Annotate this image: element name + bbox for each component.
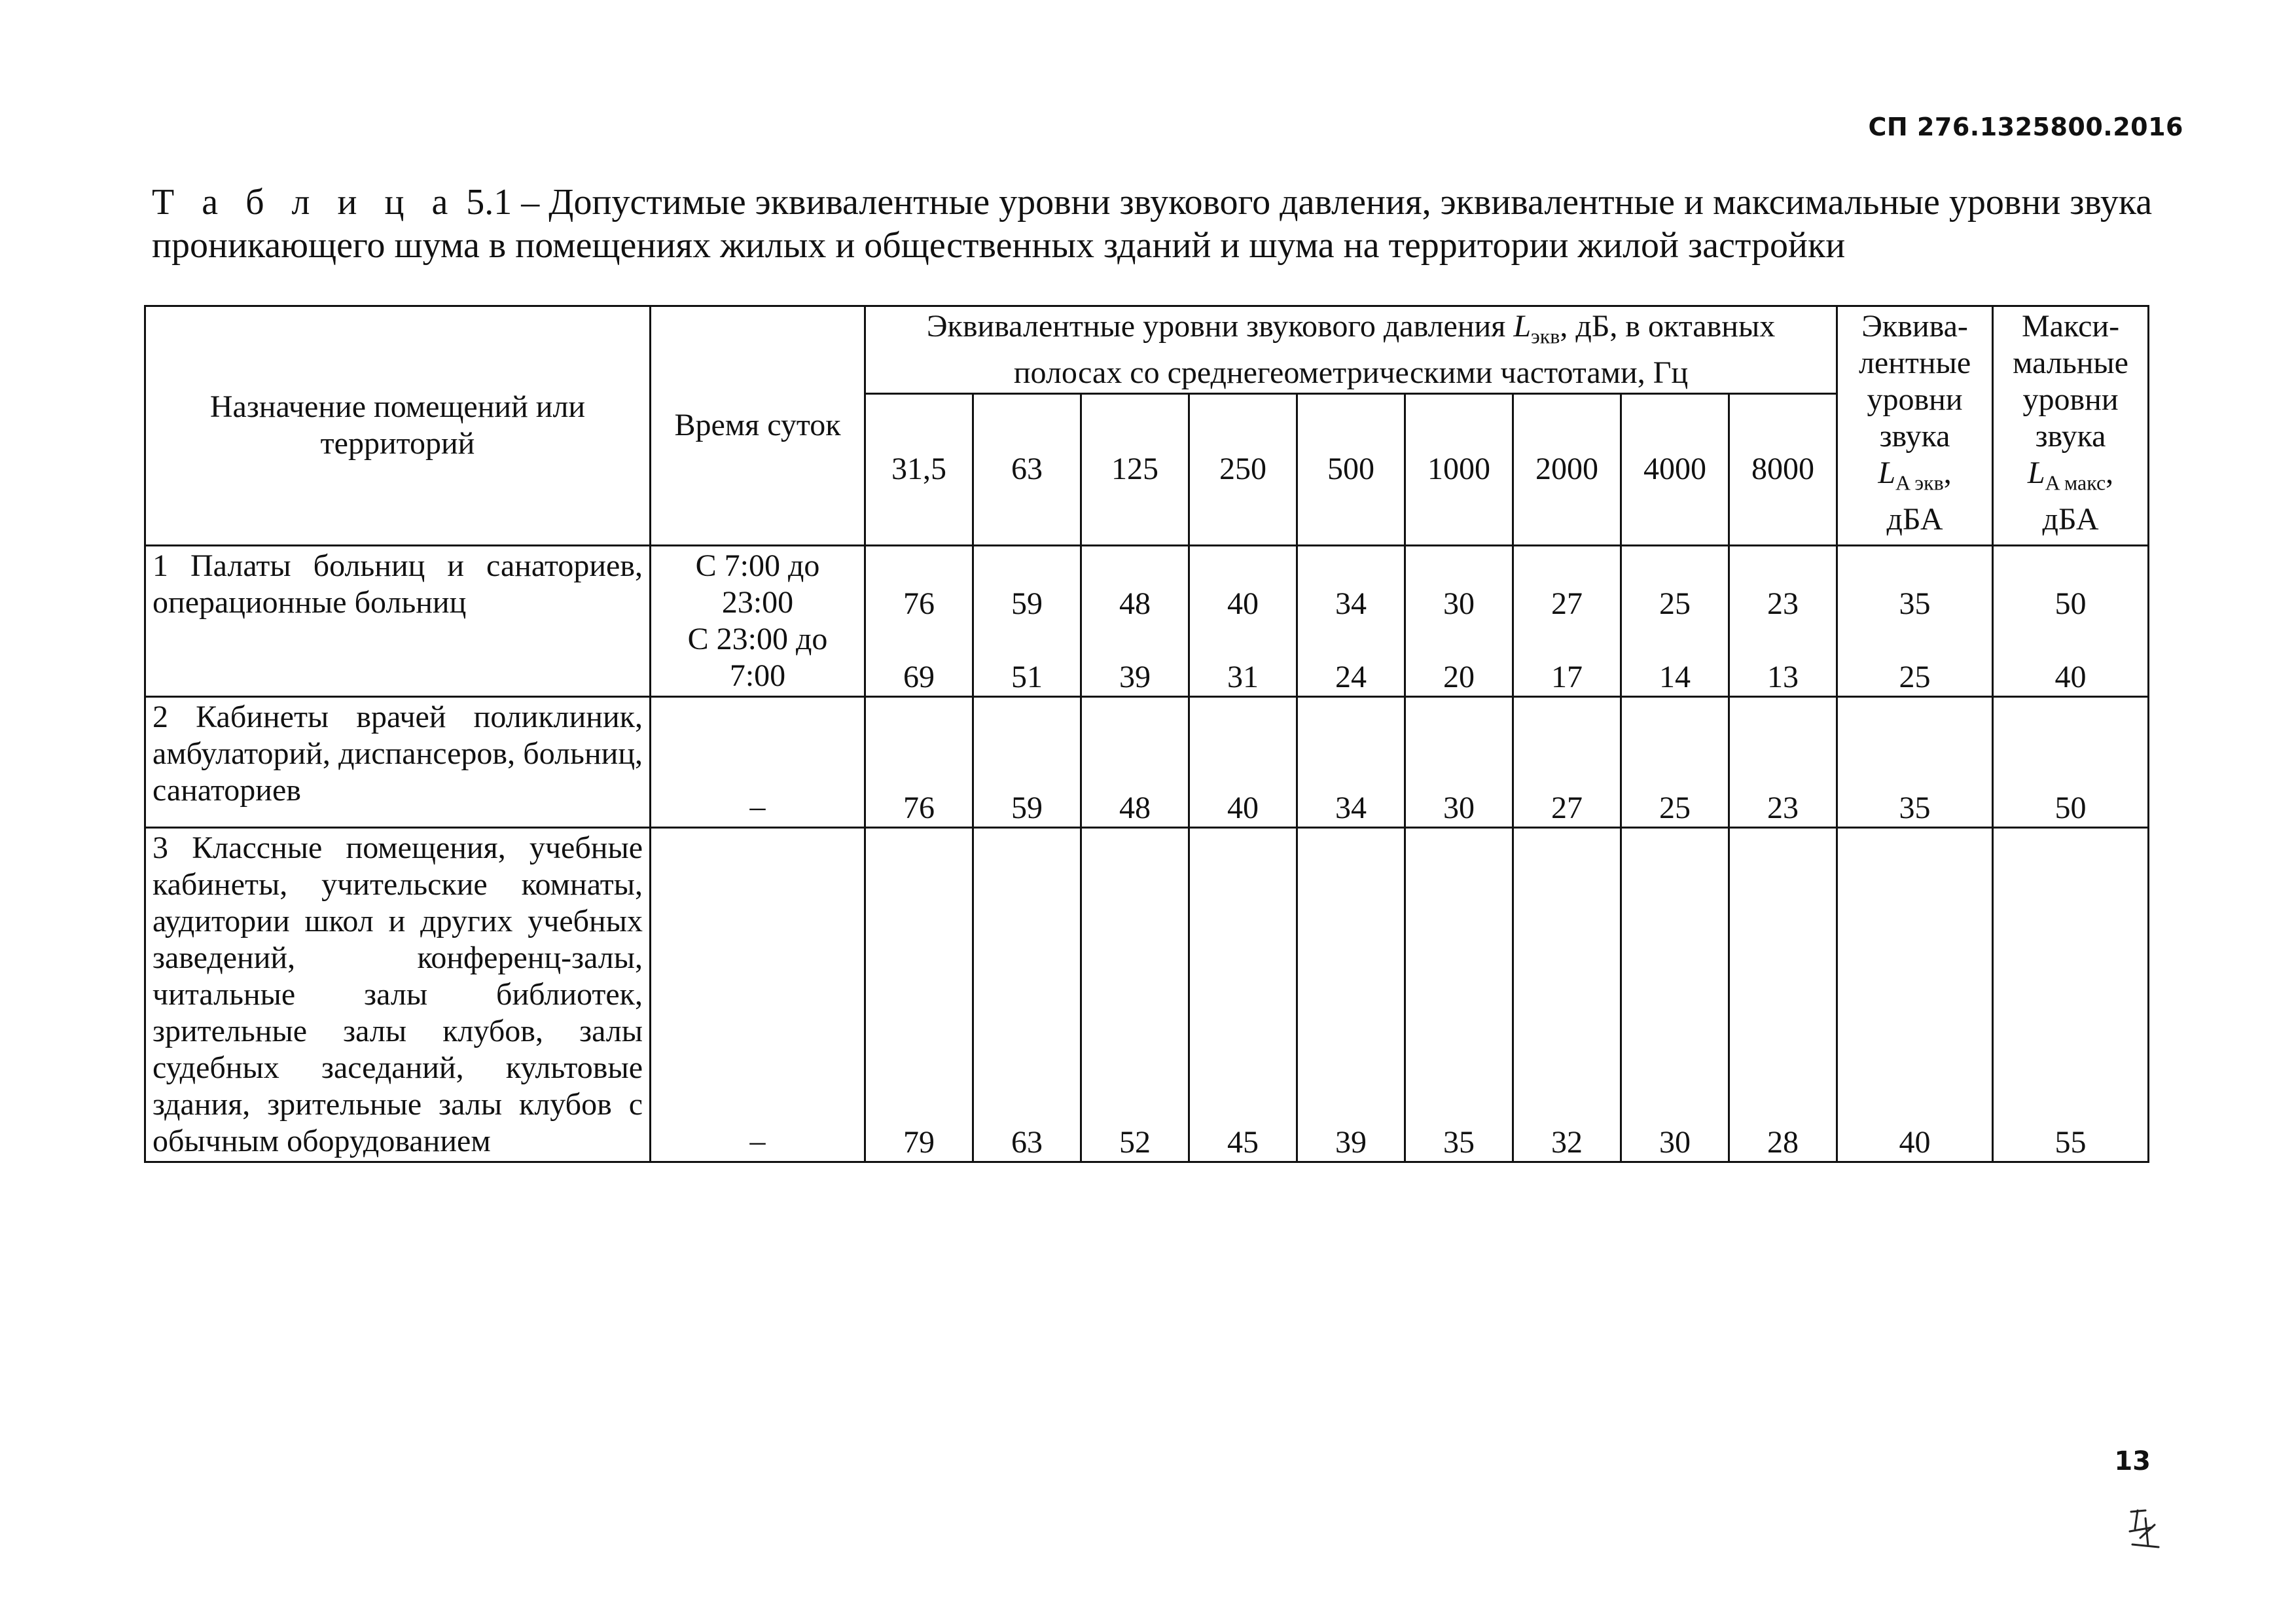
day-value: 30 xyxy=(1443,586,1475,621)
day-value: 50 xyxy=(2054,586,2087,621)
row-time: – xyxy=(651,696,865,827)
value-cell: 48 xyxy=(1081,696,1189,827)
value-cell: 25 xyxy=(1621,696,1729,827)
freq-header: 31,5 xyxy=(865,393,973,545)
value-cell: 32 xyxy=(1513,827,1621,1162)
value-cell: 50 xyxy=(1993,696,2149,827)
day-value: 76 xyxy=(903,586,935,621)
max-title: Макси-мальные уровни звука xyxy=(2013,309,2128,454)
night-value: 69 xyxy=(903,659,935,694)
day-value: 35 xyxy=(1899,586,1931,621)
value-cell xyxy=(1729,545,1837,696)
value-cell xyxy=(1297,545,1405,696)
value-cell xyxy=(1993,545,2149,696)
header-octave xyxy=(865,306,1837,394)
value-cell xyxy=(1513,545,1621,696)
day-value: 23 xyxy=(1767,586,1799,621)
value-cell: 45 xyxy=(1189,827,1297,1162)
value-cell xyxy=(1837,545,1993,696)
value-cell xyxy=(973,545,1081,696)
value-cell: 30 xyxy=(1405,696,1513,827)
page-number: 13 xyxy=(2114,1446,2151,1476)
caption-prefix: Т а б л и ц а xyxy=(152,182,457,223)
value-cell: 27 xyxy=(1513,696,1621,827)
value-cell: 52 xyxy=(1081,827,1189,1162)
header-eq-level: Эквива-лентные уровни звука $L_{A экв}$, дБА xyxy=(1837,306,1993,546)
row-name: 2 Кабинеты врачей поликлиник, амбулаторий, диспансеров, больниц, санаториев xyxy=(145,696,651,827)
day-value: 34 xyxy=(1335,586,1367,621)
row-name: 1 Палаты больниц и санаториев, операционные больниц xyxy=(145,545,651,696)
eq-sub: A экв xyxy=(1895,471,1944,495)
freq-header: 500 xyxy=(1297,393,1405,545)
value-cell: 39 xyxy=(1297,827,1405,1162)
night-value: 17 xyxy=(1551,659,1583,694)
value-cell: 40 xyxy=(1189,696,1297,827)
max-symbol: L xyxy=(2027,455,2045,490)
header-name: Назначение помещений или территорий xyxy=(145,306,651,546)
night-value: 24 xyxy=(1335,659,1367,694)
value-cell: 79 xyxy=(865,827,973,1162)
eq-symbol: L xyxy=(1878,455,1896,490)
caption-text: 5.1 – Допустимые эквивалентные уровни звукового давления, эквивалентные и максимальные уровни звука проникающего шума в помещениях жилых и общественных зданий и шума на территории жилой застройки xyxy=(152,182,2153,266)
header-time: Время суток xyxy=(651,306,865,546)
time-day: С 7:00 до 23:00 xyxy=(695,548,820,620)
row-time xyxy=(651,545,865,696)
value-cell: 23 xyxy=(1729,696,1837,827)
night-value: 31 xyxy=(1227,659,1259,694)
value-cell: 35 xyxy=(1837,696,1993,827)
night-value: 51 xyxy=(1011,659,1043,694)
day-value: 48 xyxy=(1119,586,1151,621)
freq-header: 63 xyxy=(973,393,1081,545)
table-row xyxy=(145,545,2149,696)
row-time: – xyxy=(651,827,865,1162)
octave-sub: экв xyxy=(1531,324,1560,348)
value-cell xyxy=(1081,545,1189,696)
value-cell: 30 xyxy=(1621,827,1729,1162)
day-value: 25 xyxy=(1659,586,1691,621)
value-cell: 55 xyxy=(1993,827,2149,1162)
table-row xyxy=(145,696,2149,827)
freq-header: 125 xyxy=(1081,393,1189,545)
freq-header: 250 xyxy=(1189,393,1297,545)
table-row xyxy=(145,827,2149,1162)
table-caption xyxy=(152,181,2168,267)
time-night: С 23:00 до 7:00 xyxy=(687,621,828,693)
max-sub: A макс xyxy=(2045,471,2106,495)
day-value: 59 xyxy=(1011,586,1043,621)
night-value: 20 xyxy=(1443,659,1475,694)
day-value: 40 xyxy=(1227,586,1259,621)
value-cell: 34 xyxy=(1297,696,1405,827)
max-unit: дБА xyxy=(2042,501,2099,537)
value-cell: 35 xyxy=(1405,827,1513,1162)
freq-header: 8000 xyxy=(1729,393,1837,545)
octave-title-a: Эквивалентные уровни звукового давления xyxy=(926,309,1514,344)
eq-unit: дБА xyxy=(1886,501,1943,537)
value-cell: 63 xyxy=(973,827,1081,1162)
freq-header: 2000 xyxy=(1513,393,1621,545)
night-value: 40 xyxy=(2054,659,2087,694)
value-cell xyxy=(865,545,973,696)
value-cell: 40 xyxy=(1837,827,1993,1162)
document-code: СП 276.1325800.2016 xyxy=(1868,113,2183,141)
value-cell xyxy=(1621,545,1729,696)
octave-title-b: , дБ, в октавных полосах со среднегеометрическими частотами, Гц xyxy=(1013,309,1776,390)
eq-title: Эквива-лентные уровни звука xyxy=(1858,309,1971,454)
night-value: 25 xyxy=(1899,659,1931,694)
value-cell xyxy=(1189,545,1297,696)
freq-header: 4000 xyxy=(1621,393,1729,545)
day-value: 27 xyxy=(1551,586,1583,621)
value-cell: 28 xyxy=(1729,827,1837,1162)
octave-symbol: L xyxy=(1513,309,1532,344)
noise-levels-table xyxy=(144,305,2149,1163)
row-name: 3 Классные помещения, учебные кабинеты, учительские комнаты, аудитории школ и других учебных заведений, конференц-залы, читальные залы библиотек, зрительные залы клубов, залы судебных заседаний, культовые здания, зрительные залы клубов с обычным оборудованием xyxy=(145,827,651,1162)
header-max-level: Макси-мальные уровни звука $L_{A макс}$, дБА xyxy=(1993,306,2149,546)
value-cell: 76 xyxy=(865,696,973,827)
night-value: 14 xyxy=(1659,659,1691,694)
night-value: 13 xyxy=(1767,659,1799,694)
value-cell: 59 xyxy=(973,696,1081,827)
value-cell xyxy=(1405,545,1513,696)
night-value: 39 xyxy=(1119,659,1151,694)
freq-header: 1000 xyxy=(1405,393,1513,545)
handwritten-mark xyxy=(2126,1505,2165,1551)
